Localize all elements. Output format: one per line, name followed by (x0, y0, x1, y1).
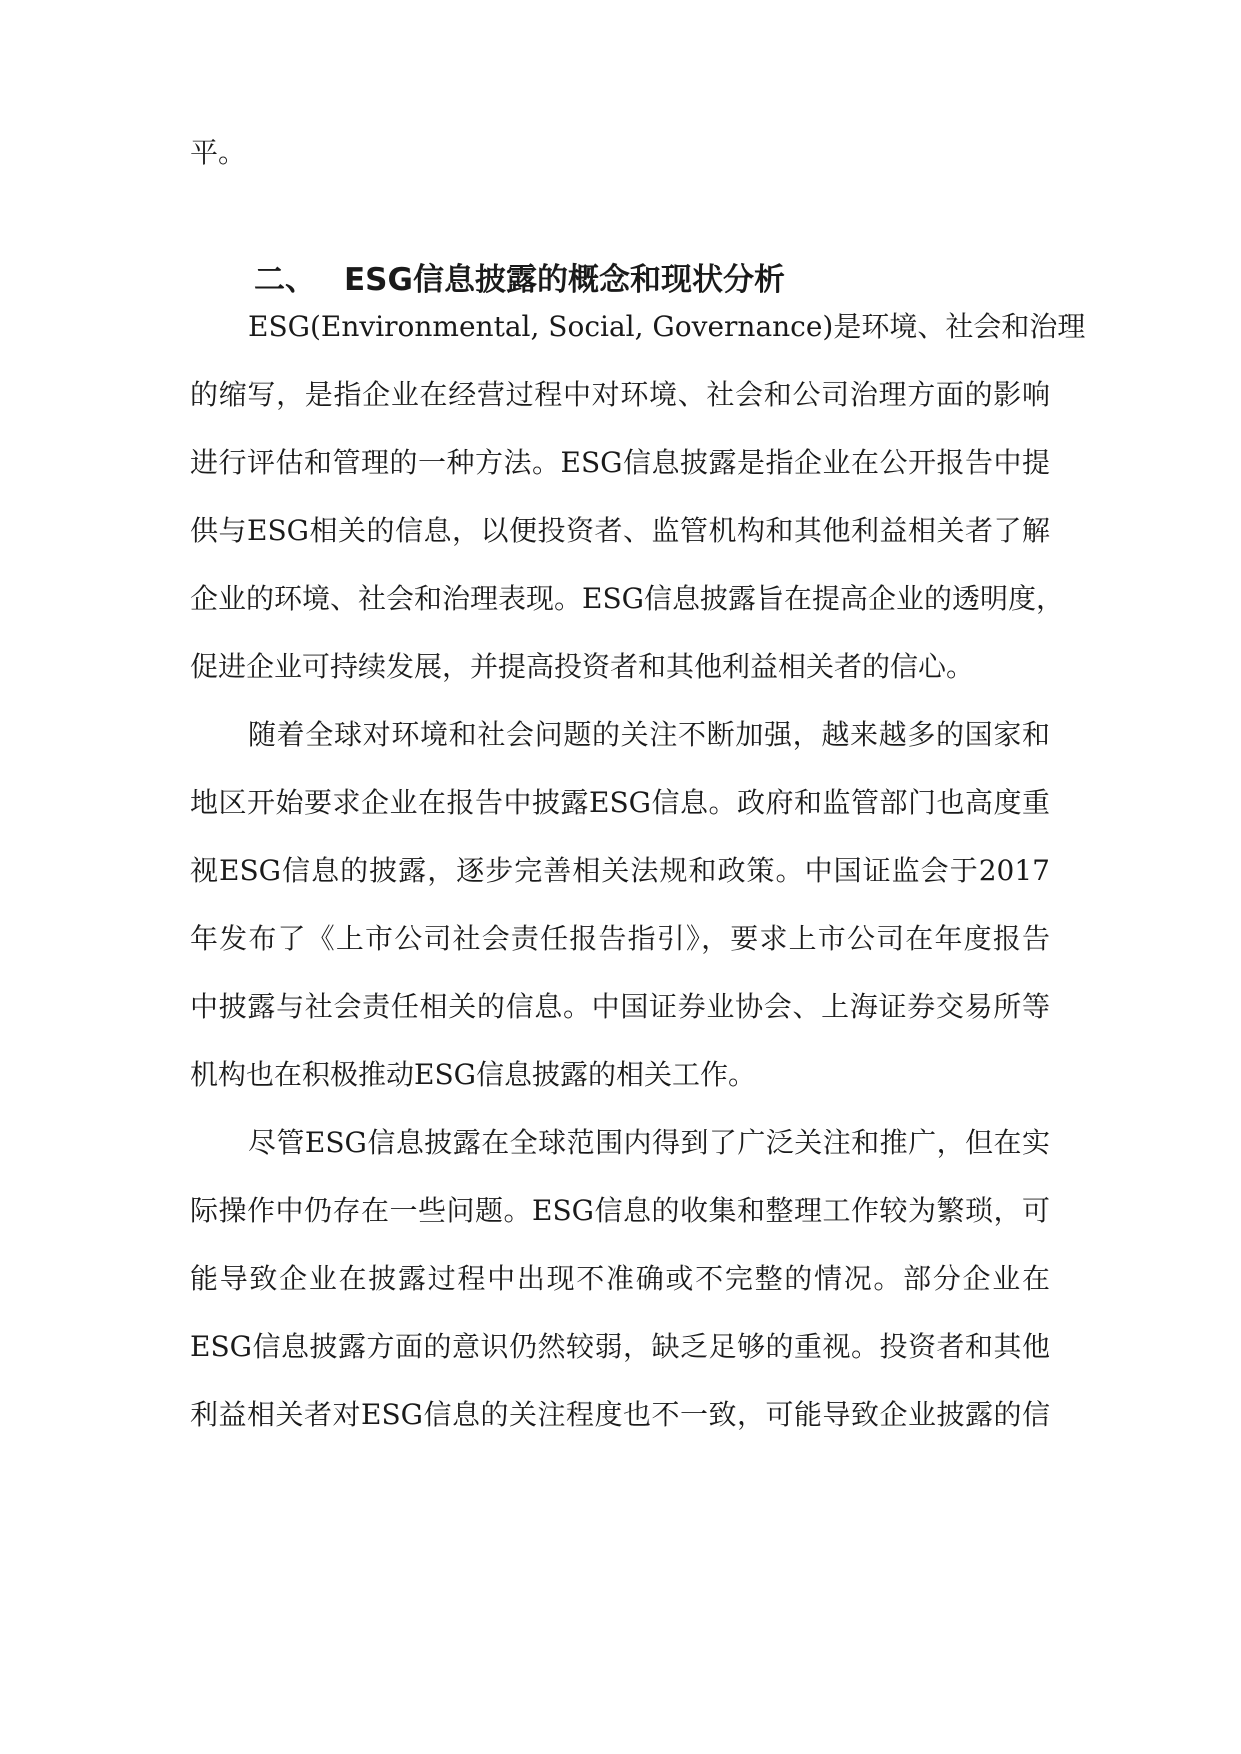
paragraph-line: 尽管ESG信息披露在全球范围内得到了广泛关注和推广，但在实 (248, 1126, 1050, 1159)
section-title: ESG信息披露的概念和现状分析 (344, 262, 785, 298)
paragraph-line: 际操作中仍存在一些问题。ESG信息的收集和整理工作较为繁琐，可 (190, 1194, 1050, 1227)
paragraph-line: 供与ESG相关的信息，以便投资者、监管机构和其他利益相关者了解 (190, 514, 1050, 547)
paragraph-line: 进行评估和管理的一种方法。ESG信息披露是指企业在公开报告中提 (190, 446, 1050, 479)
paragraph-line: 促进企业可持续发展，并提高投资者和其他利益相关者的信心。 (190, 650, 975, 683)
paragraph-line: 视ESG信息的披露，逐步完善相关法规和政策。中国证监会于2017 (190, 854, 1050, 887)
previous-paragraph-tail: 平。 (190, 136, 247, 169)
paragraph-line: 机构也在积极推动ESG信息披露的相关工作。 (190, 1058, 756, 1091)
paragraph-line: 随着全球对环境和社会问题的关注不断加强，越来越多的国家和 (248, 718, 1050, 751)
paragraph-line: ESG(Environmental, Social, Governance)是环境、社会和治理 (248, 310, 1086, 343)
paragraph-line: 企业的环境、社会和治理表现。ESG信息披露旨在提高企业的透明度， (190, 582, 1064, 615)
paragraph-line: 能导致企业在披露过程中出现不准确或不完整的情况。部分企业在 (190, 1262, 1050, 1295)
paragraph-line: 年发布了《上市公司社会责任报告指引》，要求上市公司在年度报告 (190, 922, 1050, 955)
paragraph-line: 的缩写，是指企业在经营过程中对环境、社会和公司治理方面的影响 (190, 378, 1050, 411)
section-number: 二、 (254, 262, 316, 298)
paragraph-line: ESG信息披露方面的意识仍然较弱，缺乏足够的重视。投资者和其他 (190, 1330, 1050, 1363)
paragraph-line: 利益相关者对ESG信息的关注程度也不一致，可能导致企业披露的信 (190, 1398, 1050, 1431)
paragraph-line: 中披露与社会责任相关的信息。中国证券业协会、上海证券交易所等 (190, 990, 1050, 1023)
paragraph-line: 地区开始要求企业在报告中披露ESG信息。政府和监管部门也高度重 (190, 786, 1050, 819)
section-heading (254, 258, 785, 302)
